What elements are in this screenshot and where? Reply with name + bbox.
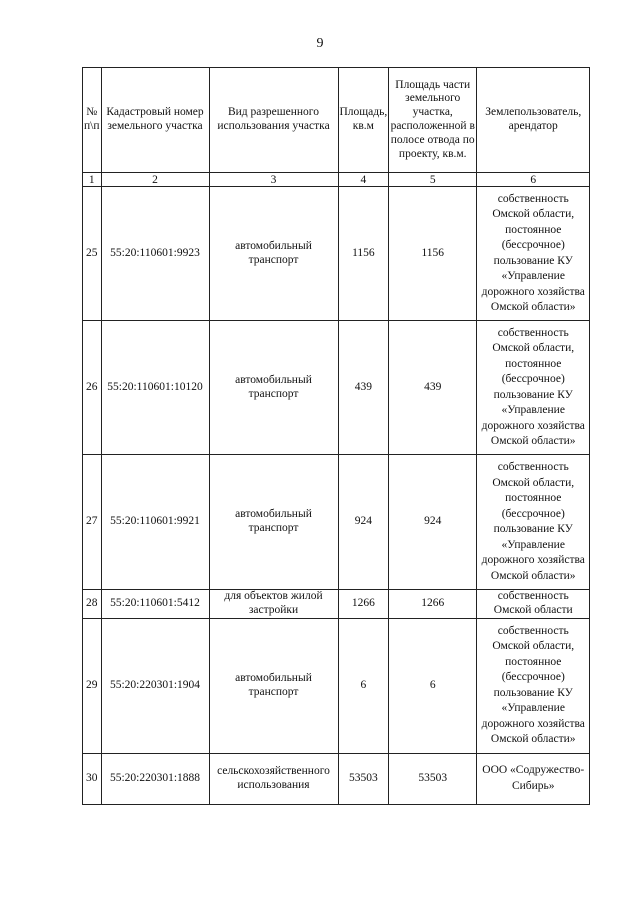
plot-area: 6 <box>338 618 389 753</box>
plot-area: 1266 <box>338 590 389 619</box>
permitted-use: автомобильный транспорт <box>209 455 338 590</box>
permitted-use: сельскохозяйственного использования <box>209 753 338 804</box>
column-number: 1 <box>83 173 102 187</box>
row-number: 30 <box>83 753 102 804</box>
header-cell-use: Вид разрешенного использования участка <box>209 68 338 173</box>
tenant: собственность Омской области, постоянное (бессрочное) пользование КУ «Управление дорожного хозяйства Омской области» <box>477 321 590 455</box>
cadastral-number: 55:20:220301:1904 <box>101 618 209 753</box>
tenant: собственность Омской области, постоянное (бессрочное) пользование КУ «Управление дорожного хозяйства Омской области» <box>477 618 590 753</box>
permitted-use: автомобильный транспорт <box>209 618 338 753</box>
cadastral-number: 55:20:110601:9921 <box>101 455 209 590</box>
page-number: 9 <box>316 36 324 51</box>
strip-area: 1156 <box>389 187 477 321</box>
permitted-use: автомобильный транспорт <box>209 187 338 321</box>
tenant: собственность Омской области, постоянное (бессрочное) пользование КУ «Управление дорожного хозяйства Омской области» <box>477 187 590 321</box>
row-number: 26 <box>83 321 102 455</box>
column-number: 5 <box>389 173 477 187</box>
table-row <box>83 187 590 321</box>
header-cell-tenant: Землепользователь, арендатор <box>477 68 590 173</box>
land-plots-table <box>82 67 590 805</box>
header-cell-index: № п\п <box>83 68 102 173</box>
row-number: 28 <box>83 590 102 619</box>
header-cell-area: Площадь, кв.м <box>338 68 389 173</box>
table-row <box>83 590 590 619</box>
permitted-use: автомобильный транспорт <box>209 321 338 455</box>
table-row <box>83 321 590 455</box>
row-number: 27 <box>83 455 102 590</box>
strip-area: 439 <box>389 321 477 455</box>
plot-area: 53503 <box>338 753 389 804</box>
cadastral-number: 55:20:110601:10120 <box>101 321 209 455</box>
cadastral-number: 55:20:110601:5412 <box>101 590 209 619</box>
tenant: собственность Омской области, постоянное (бессрочное) пользование КУ «Управление дорожного хозяйства Омской области» <box>477 455 590 590</box>
strip-area: 1266 <box>389 590 477 619</box>
plot-area: 924 <box>338 455 389 590</box>
cadastral-number: 55:20:220301:1888 <box>101 753 209 804</box>
table-row <box>83 455 590 590</box>
table-row <box>83 618 590 753</box>
tenant: ООО «Содружество-Сибирь» <box>477 753 590 804</box>
row-number: 29 <box>83 618 102 753</box>
column-number: 6 <box>477 173 590 187</box>
column-number: 4 <box>338 173 389 187</box>
strip-area: 6 <box>389 618 477 753</box>
permitted-use: для объектов жилой застройки <box>209 590 338 619</box>
strip-area: 53503 <box>389 753 477 804</box>
row-number: 25 <box>83 187 102 321</box>
header-cell-cadastral: Кадастровый номер земельного участка <box>101 68 209 173</box>
column-number: 3 <box>209 173 338 187</box>
cadastral-number: 55:20:110601:9923 <box>101 187 209 321</box>
plot-area: 439 <box>338 321 389 455</box>
table-row <box>83 753 590 804</box>
plot-area: 1156 <box>338 187 389 321</box>
strip-area: 924 <box>389 455 477 590</box>
column-number: 2 <box>101 173 209 187</box>
header-cell-strip-area: Площадь части земельного участка, расположенной в полосе отвода по проекту, кв.м. <box>389 68 477 173</box>
header-row <box>83 68 590 173</box>
tenant: собственность Омской области <box>477 590 590 619</box>
column-number-row <box>83 173 590 187</box>
